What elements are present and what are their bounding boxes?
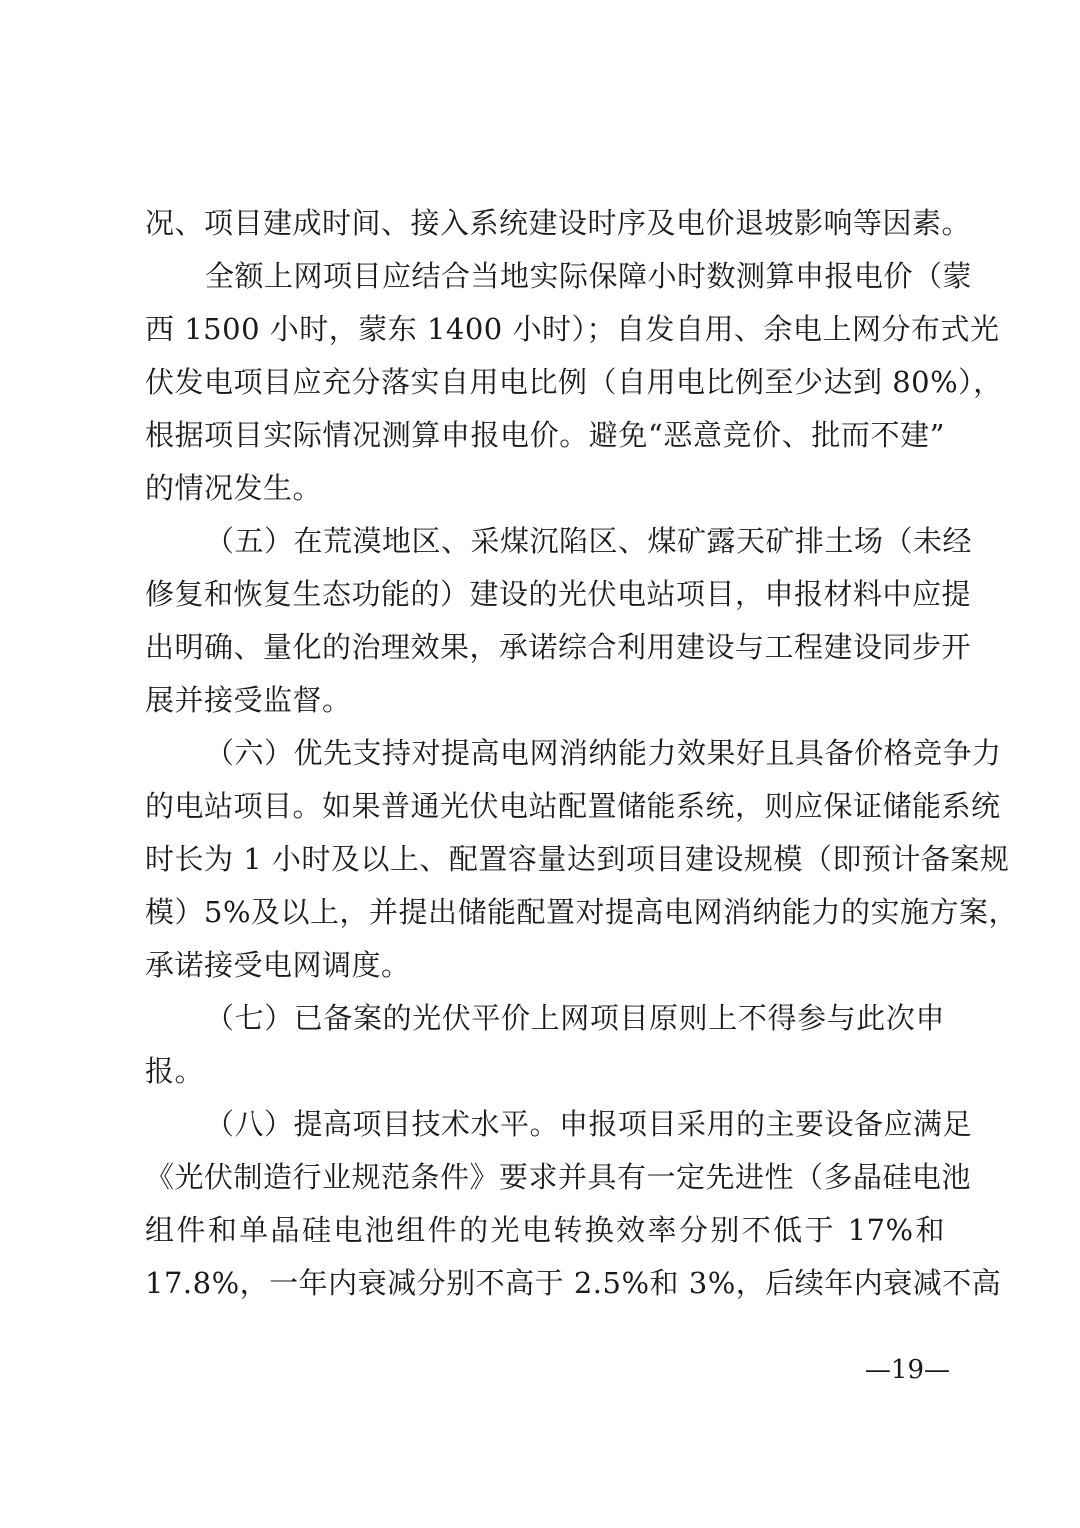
text-line: 修复和恢复生态功能的）建设的光伏电站项目，申报材料中应提 <box>145 577 972 611</box>
text-line: 根据项目实际情况测算申报电价。避免“恶意竞价、批而不建” <box>145 418 945 452</box>
paragraph-start-line: （七）已备案的光伏平价上网项目原则上不得参与此次申 <box>205 1001 945 1035</box>
page-number: —19— <box>864 1355 950 1385</box>
paragraph-start-line: （六）优先支持对提高电网消纳能力效果好且具备价格竞争力 <box>205 736 1002 770</box>
text-line: 模）5%及以上，并提出储能配置对提高电网消纳能力的实施方案， <box>145 895 1019 929</box>
text-line: 的情况发生。 <box>145 471 323 505</box>
text-line: 17.8%，一年内衰减分别不高于 2.5%和 3%，后续年内衰减不高 <box>145 1266 1002 1300</box>
text-line: 况、项目建成时间、接入系统建设时序及电价退坡影响等因素。 <box>145 206 972 240</box>
text-line: 展并接受监督。 <box>145 683 352 717</box>
paragraph-start-line: （五）在荒漠地区、采煤沉陷区、煤矿露天矿排土场（未经 <box>205 524 973 558</box>
text-line: 承诺接受电网调度。 <box>145 948 411 982</box>
text-line: 时长为 1 小时及以上、配置容量达到项目建设规模（即预计备案规 <box>145 842 1010 876</box>
paragraph-start-line: （八）提高项目技术水平。申报项目采用的主要设备应满足 <box>205 1107 973 1141</box>
text-line: 伏发电项目应充分落实自用电比例（自用电比例至少达到 80%）， <box>145 365 1003 399</box>
text-line: 西 1500 小时，蒙东 1400 小时）；自发自用、余电上网分布式光 <box>145 312 1000 346</box>
text-line: 报。 <box>145 1054 205 1088</box>
text-line: 出明确、量化的治理效果，承诺综合利用建设与工程建设同步开 <box>145 630 972 664</box>
text-line: 组件和单晶硅电池组件的光电转换效率分别不低于 17%和 <box>145 1213 945 1247</box>
text-line: 的电站项目。如果普通光伏电站配置储能系统，则应保证储能系统 <box>145 789 1001 823</box>
paragraph-start-line: 全额上网项目应结合当地实际保障小时数测算申报电价（蒙 <box>205 259 973 293</box>
text-line: 《光伏制造行业规范条件》要求并具有一定先进性（多晶硅电池 <box>145 1160 972 1194</box>
